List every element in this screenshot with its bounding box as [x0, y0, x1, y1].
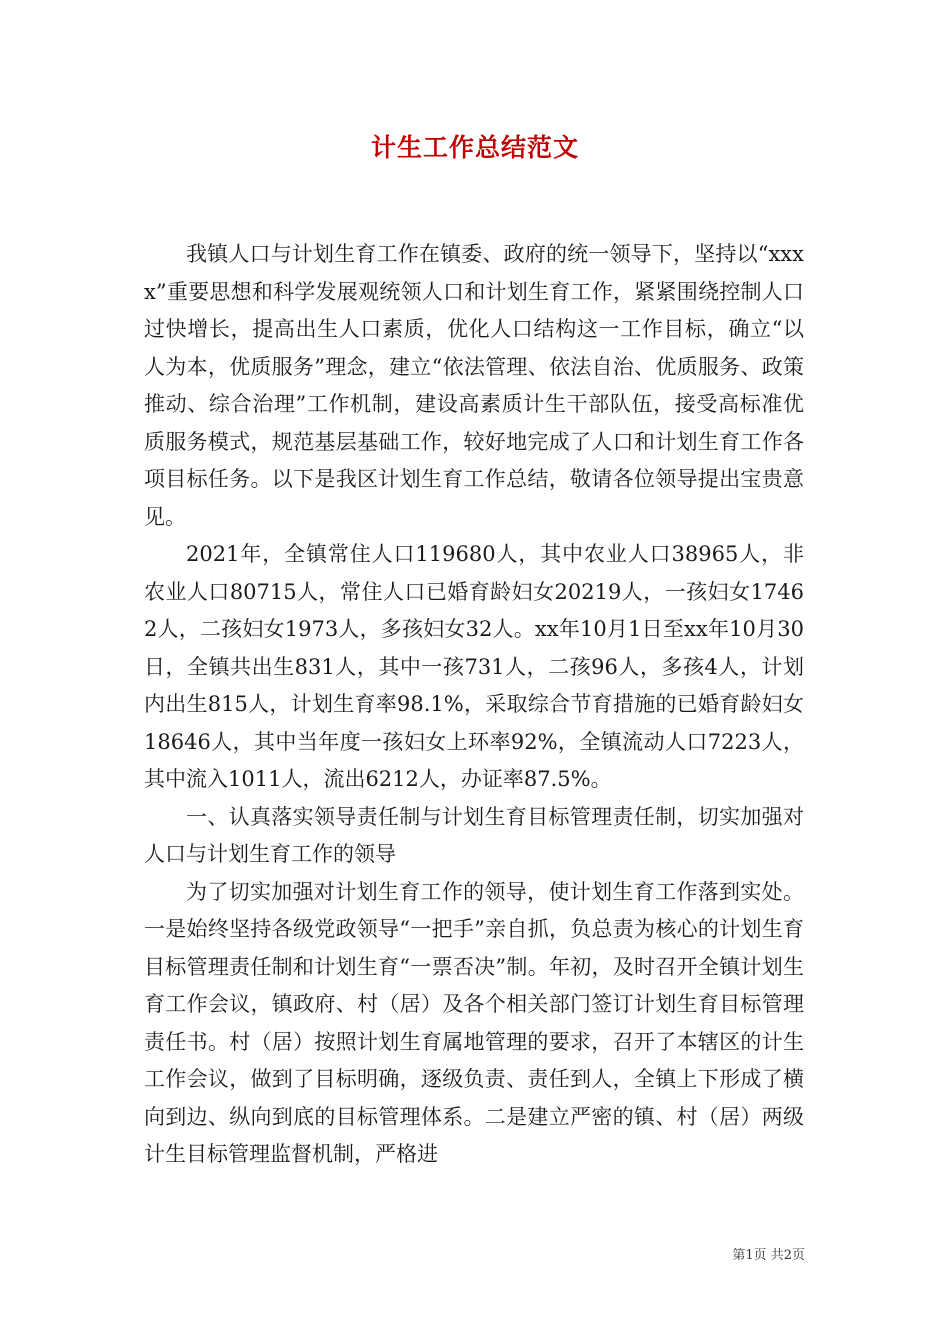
paragraph-section-1: 为了切实加强对计划生育工作的领导，使计划生育工作落到实处。一是始终坚持各级党政领导“一把手”亲自抓，负总责为核心的计划生育目标管理责任制和计划生育“一票否决”制。年初，及时召开全镇计划生育工作会议，镇政府、村（居）及各个相关部门签订计划生育目标管理责任书。村（居）按照计划生育属地管理的要求，召开了本辖区的计生工作会议，做到了目标明确，逐级负责、责任到人，全镇上下形成了横向到边、纵向到底的目标管理体系。二是建立严密的镇、村（居）两级计生目标管理监督机制，严格进 — [144, 879, 804, 1166]
section-heading-1: 一、认真落实领导责任制与计划生育目标管理责任制，切实加强对人口与计划生育工作的领导 — [144, 804, 804, 866]
paragraph-intro: 我镇人口与计划生育工作在镇委、政府的统一领导下，坚持以“xxxx”重要思想和科学发展观统领人口和计划生育工作，紧紧围绕控制人口过快增长，提高出生人口素质，优化人口结构这一工作目标，确立“以人为本，优质服务”理念，建立“依法管理、依法自治、优质服务、政策推动、综合治理”工作机制，建设高素质计生干部队伍，接受高标准优质服务模式，规范基层基础工作，较好地完成了人口和计划生育工作各项目标任务。以下是我区计划生育工作总结，敬请各位领导提出宝贵意见。 — [144, 242, 804, 529]
paragraph-statistics: 2021年，全镇常住人口119680人，其中农业人口38965人，非农业人口80715人，常住人口已婚育龄妇女20219人，一孩妇女17462人，二孩妇女1973人，多孩妇女32人。xx年10月1日至xx年10月30日，全镇共出生831人，其中一孩731人，二孩96人，多孩4人，计划内出生815人，计划生育率98.1%，采取综合节育措施的已婚育龄妇女18646人，其中当年度一孩妇女上环率92%，全镇流动人口7223人，其中流入1011人，流出6212人，办证率87.5%。 — [144, 542, 804, 791]
document-title: 计生工作总结范文 — [370, 133, 579, 162]
document-body — [144, 236, 804, 1174]
page-number-footer: 第1页 共2页 — [732, 1248, 805, 1263]
